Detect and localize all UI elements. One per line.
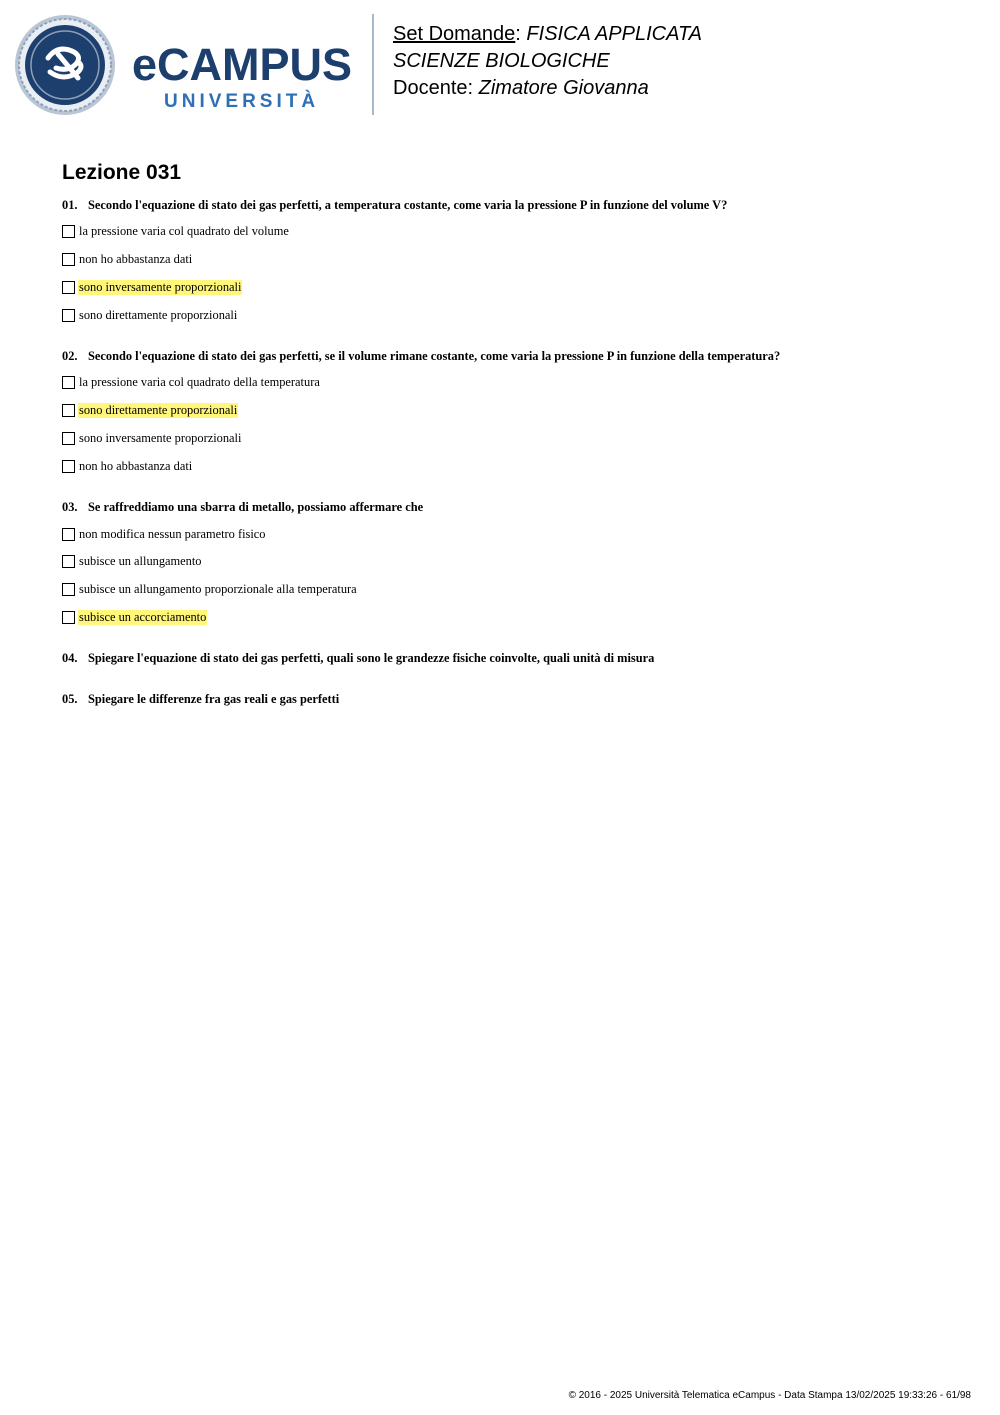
option-02-b[interactable] bbox=[62, 402, 238, 418]
option-01-a[interactable] bbox=[62, 223, 290, 239]
checkbox[interactable] bbox=[62, 460, 75, 473]
option-text: non ho abbastanza dati bbox=[79, 458, 193, 473]
header-info bbox=[393, 21, 702, 102]
svg-text:eCAMPUS: eCAMPUS bbox=[132, 39, 353, 90]
ecampus-logo bbox=[14, 14, 359, 116]
option-03-d[interactable] bbox=[62, 609, 207, 625]
header-divider bbox=[372, 14, 374, 115]
question-04 bbox=[62, 651, 654, 666]
question-05 bbox=[62, 692, 339, 707]
lesson-title: Lezione 031 bbox=[62, 161, 182, 184]
teacher-name: Zimatore Giovanna bbox=[478, 77, 649, 99]
page-header bbox=[0, 0, 1000, 130]
question-text: Secondo l'equazione di stato dei gas perfetti, a temperatura costante, come varia la pressione P in funzione del volume V? bbox=[88, 198, 728, 212]
teacher-line bbox=[393, 75, 702, 102]
subject-line bbox=[393, 48, 702, 75]
option-03-b[interactable] bbox=[62, 553, 203, 569]
checkbox[interactable] bbox=[62, 281, 75, 294]
question-number: 02. bbox=[62, 349, 78, 363]
question-02 bbox=[62, 349, 780, 364]
option-text: sono inversamente proporzionali bbox=[79, 430, 242, 445]
option-01-d[interactable] bbox=[62, 307, 238, 323]
checkbox[interactable] bbox=[62, 309, 75, 322]
option-01-b[interactable] bbox=[62, 251, 193, 267]
option-02-a[interactable] bbox=[62, 374, 321, 390]
checkbox[interactable] bbox=[62, 376, 75, 389]
subject: SCIENZE BIOLOGICHE bbox=[393, 50, 610, 72]
question-number: 05. bbox=[62, 692, 78, 706]
checkbox[interactable] bbox=[62, 253, 75, 266]
checkbox[interactable] bbox=[62, 555, 75, 568]
option-text: subisce un allungamento proporzionale alla temperatura bbox=[79, 581, 357, 596]
question-03 bbox=[62, 500, 423, 515]
option-text: sono direttamente proporzionali bbox=[79, 402, 238, 417]
question-text: Se raffreddiamo una sbarra di metallo, possiamo affermare che bbox=[88, 500, 424, 514]
option-text: subisce un accorciamento bbox=[79, 609, 207, 624]
question-number: 04. bbox=[62, 651, 78, 665]
option-text: la pressione varia col quadrato del volume bbox=[79, 223, 289, 238]
question-text: Spiegare l'equazione di stato dei gas perfetti, quali sono le grandezze fisiche coinvolte, quali unità di misura bbox=[88, 651, 655, 665]
option-text: subisce un allungamento bbox=[79, 553, 202, 568]
checkbox[interactable] bbox=[62, 432, 75, 445]
teacher-label: Docente: bbox=[393, 77, 474, 99]
question-text: Spiegare le differenze fra gas reali e gas perfetti bbox=[88, 692, 340, 706]
question-number: 03. bbox=[62, 500, 78, 514]
option-text: sono inversamente proporzionali bbox=[79, 279, 242, 294]
option-text: la pressione varia col quadrato della temperatura bbox=[79, 374, 320, 389]
option-02-d[interactable] bbox=[62, 458, 193, 474]
option-01-c[interactable] bbox=[62, 279, 242, 295]
page-footer: © 2016 - 2025 Università Telematica eCampus - Data Stampa 13/02/2025 19:33:26 - 61/98 bbox=[568, 1390, 971, 1401]
checkbox[interactable] bbox=[62, 611, 75, 624]
question-01 bbox=[62, 198, 727, 213]
option-03-c[interactable] bbox=[62, 581, 358, 597]
option-text: non ho abbastanza dati bbox=[79, 251, 193, 266]
option-text: sono direttamente proporzionali bbox=[79, 307, 238, 322]
checkbox[interactable] bbox=[62, 225, 75, 238]
svg-text:UNIVERSITÀ: UNIVERSITÀ bbox=[164, 91, 320, 112]
checkbox[interactable] bbox=[62, 528, 75, 541]
question-number: 01. bbox=[62, 198, 78, 212]
option-02-c[interactable] bbox=[62, 430, 242, 446]
set-value: FISICA APPLICATA bbox=[526, 23, 703, 45]
set-label: Set Domande bbox=[393, 23, 516, 45]
option-03-a[interactable] bbox=[62, 526, 267, 542]
checkbox[interactable] bbox=[62, 404, 75, 417]
question-text: Secondo l'equazione di stato dei gas perfetti, se il volume rimane costante, come varia la pressione P in funzione della temperatura? bbox=[88, 349, 781, 363]
checkbox[interactable] bbox=[62, 583, 75, 596]
option-text: non modifica nessun parametro fisico bbox=[79, 526, 266, 541]
set-line: Set Domande: FISICA APPLICATA bbox=[393, 23, 703, 45]
